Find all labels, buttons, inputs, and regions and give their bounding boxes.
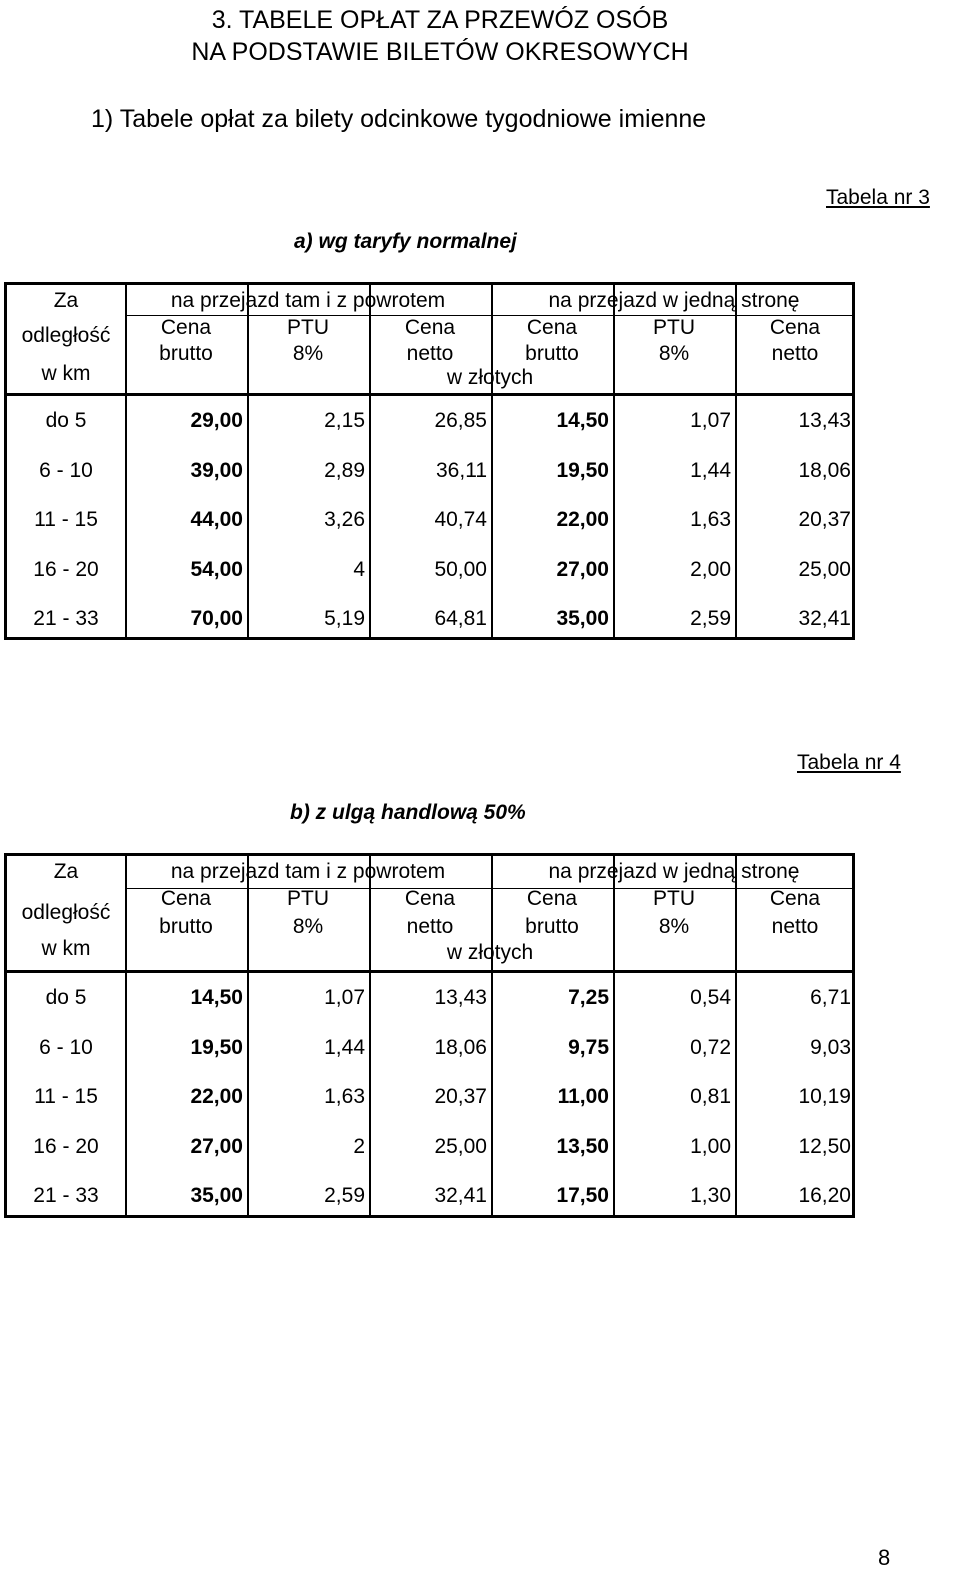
round-trip-net-value: 36,11 [436,458,487,482]
one-way-vat-value: 1,63 [690,508,731,531]
header-vat: 8% [658,915,690,938]
header-vat: 8% [292,915,324,938]
header-round-trip: na przejazd tam i z powrotem [170,860,446,883]
round-trip-vat-value: 2,59 [324,1184,365,1207]
one-way-vat-value: 1,00 [690,1134,731,1158]
header-za: Za [53,860,79,883]
table-number-label: Tabela nr 3 [826,186,930,209]
header-vat: 8% [292,342,324,365]
header-round-trip: na przejazd tam i z powrotem [170,289,446,312]
round-trip-vat-value: 5,19 [324,607,365,630]
header-brutto: brutto [525,915,579,938]
one-way-gross-value: 9,75 [568,1035,609,1059]
distance-range: 11 - 15 [34,508,98,531]
round-trip-gross-value: 70,00 [190,607,243,630]
header-brutto: brutto [525,342,579,365]
one-way-net-value: 20,37 [798,508,851,531]
header-cena: Cena [160,887,212,910]
round-trip-vat-value: 2,89 [324,458,365,482]
round-trip-gross-value: 44,00 [190,508,243,531]
one-way-vat-value: 0,72 [690,1035,731,1059]
one-way-vat-value: 0,81 [690,1085,731,1108]
distance-range: 16 - 20 [33,1134,99,1158]
round-trip-net-value: 13,43 [434,986,487,1009]
header-netto: netto [406,342,454,365]
one-way-net-value: 9,03 [810,1035,851,1059]
distance-range: 16 - 20 [33,557,99,581]
one-way-vat-value: 1,30 [690,1184,731,1207]
round-trip-vat-value: 4 [353,557,365,581]
header-divider [7,393,852,396]
document-heading-line2: NA PODSTAWIE BILETÓW OKRESOWYCH [191,38,689,66]
header-currency: w złotych [446,366,534,389]
one-way-gross-value: 35,00 [556,607,609,630]
header-cena: Cena [769,316,821,339]
one-way-gross-value: 13,50 [556,1134,609,1158]
round-trip-gross-value: 54,00 [190,557,243,581]
round-trip-gross-value: 39,00 [190,458,243,482]
distance-range: 21 - 33 [33,607,99,630]
distance-range: 21 - 33 [33,1184,99,1207]
header-cena: Cena [160,316,212,339]
round-trip-net-value: 26,85 [434,409,487,432]
header-odleglosc: odległość [21,901,111,924]
distance-range: 11 - 15 [34,1085,98,1108]
one-way-net-value: 10,19 [798,1085,851,1108]
round-trip-gross-value: 22,00 [190,1085,243,1108]
round-trip-vat-value: 1,44 [324,1035,365,1059]
one-way-gross-value: 22,00 [556,508,609,531]
header-brutto: brutto [159,342,213,365]
table-caption: b) z ulgą handlową 50% [290,801,526,824]
distance-range: do 5 [45,409,87,432]
one-way-vat-value: 1,07 [690,409,731,432]
round-trip-gross-value: 19,50 [190,1035,243,1059]
one-way-vat-value: 2,59 [690,607,731,630]
header-ptu: PTU [287,316,329,339]
header-divider [7,970,852,973]
header-cena: Cena [404,316,456,339]
header-brutto: brutto [159,915,213,938]
round-trip-net-value: 64,81 [434,607,487,630]
one-way-net-value: 18,06 [798,458,851,482]
round-trip-net-value: 18,06 [434,1035,487,1059]
round-trip-gross-value: 14,50 [190,986,243,1009]
round-trip-vat-value: 2 [353,1134,365,1158]
one-way-net-value: 13,43 [798,409,851,432]
header-cena: Cena [769,887,821,910]
round-trip-net-value: 50,00 [434,557,487,581]
distance-range: do 5 [45,986,87,1009]
header-netto: netto [406,915,454,938]
header-za: Za [53,289,79,312]
round-trip-net-value: 40,74 [434,508,487,531]
document-heading-line1: 3. TABELE OPŁAT ZA PRZEWÓZ OSÓB [211,6,669,34]
header-wkm: w km [41,362,91,385]
header-vat: 8% [658,342,690,365]
distance-range: 6 - 10 [39,458,93,482]
round-trip-vat-value: 1,63 [324,1085,365,1108]
header-netto: netto [771,915,819,938]
one-way-net-value: 25,00 [798,557,851,581]
table-number-label: Tabela nr 4 [797,751,901,774]
header-one-way: na przejazd w jedną stronę [548,289,800,312]
one-way-net-value: 12,50 [798,1134,851,1158]
round-trip-net-value: 20,37 [434,1085,487,1108]
one-way-net-value: 32,41 [798,607,851,630]
round-trip-vat-value: 3,26 [324,508,365,531]
one-way-gross-value: 27,00 [556,557,609,581]
one-way-gross-value: 14,50 [556,409,609,432]
header-currency: w złotych [446,941,534,964]
header-odleglosc: odległość [21,324,111,347]
header-cena: Cena [526,316,578,339]
header-cena: Cena [404,887,456,910]
one-way-gross-value: 7,25 [568,986,609,1009]
page-number: 8 [878,1545,891,1570]
one-way-vat-value: 2,00 [690,557,731,581]
one-way-net-value: 6,71 [810,986,851,1009]
distance-range: 6 - 10 [39,1035,93,1059]
round-trip-gross-value: 35,00 [190,1184,243,1207]
round-trip-net-value: 32,41 [434,1184,487,1207]
round-trip-net-value: 25,00 [434,1134,487,1158]
table-caption: a) wg taryfy normalnej [294,230,517,253]
header-ptu: PTU [653,316,695,339]
header-ptu: PTU [287,887,329,910]
round-trip-gross-value: 29,00 [190,409,243,432]
one-way-net-value: 16,20 [798,1184,851,1207]
one-way-gross-value: 19,50 [556,458,609,482]
section-subtitle: 1) Tabele opłat za bilety odcinkowe tygodniowe imienne [91,105,707,133]
header-netto: netto [771,342,819,365]
header-cena: Cena [526,887,578,910]
round-trip-gross-value: 27,00 [190,1134,243,1158]
fare-table [4,853,855,1218]
header-ptu: PTU [653,887,695,910]
header-one-way: na przejazd w jedną stronę [548,860,800,883]
one-way-vat-value: 1,44 [690,458,731,482]
round-trip-vat-value: 2,15 [324,409,365,432]
one-way-gross-value: 11,00 [557,1085,609,1108]
one-way-vat-value: 0,54 [690,986,731,1009]
header-wkm: w km [41,937,91,960]
fare-table [4,282,855,640]
round-trip-vat-value: 1,07 [324,986,365,1009]
one-way-gross-value: 17,50 [556,1184,609,1207]
